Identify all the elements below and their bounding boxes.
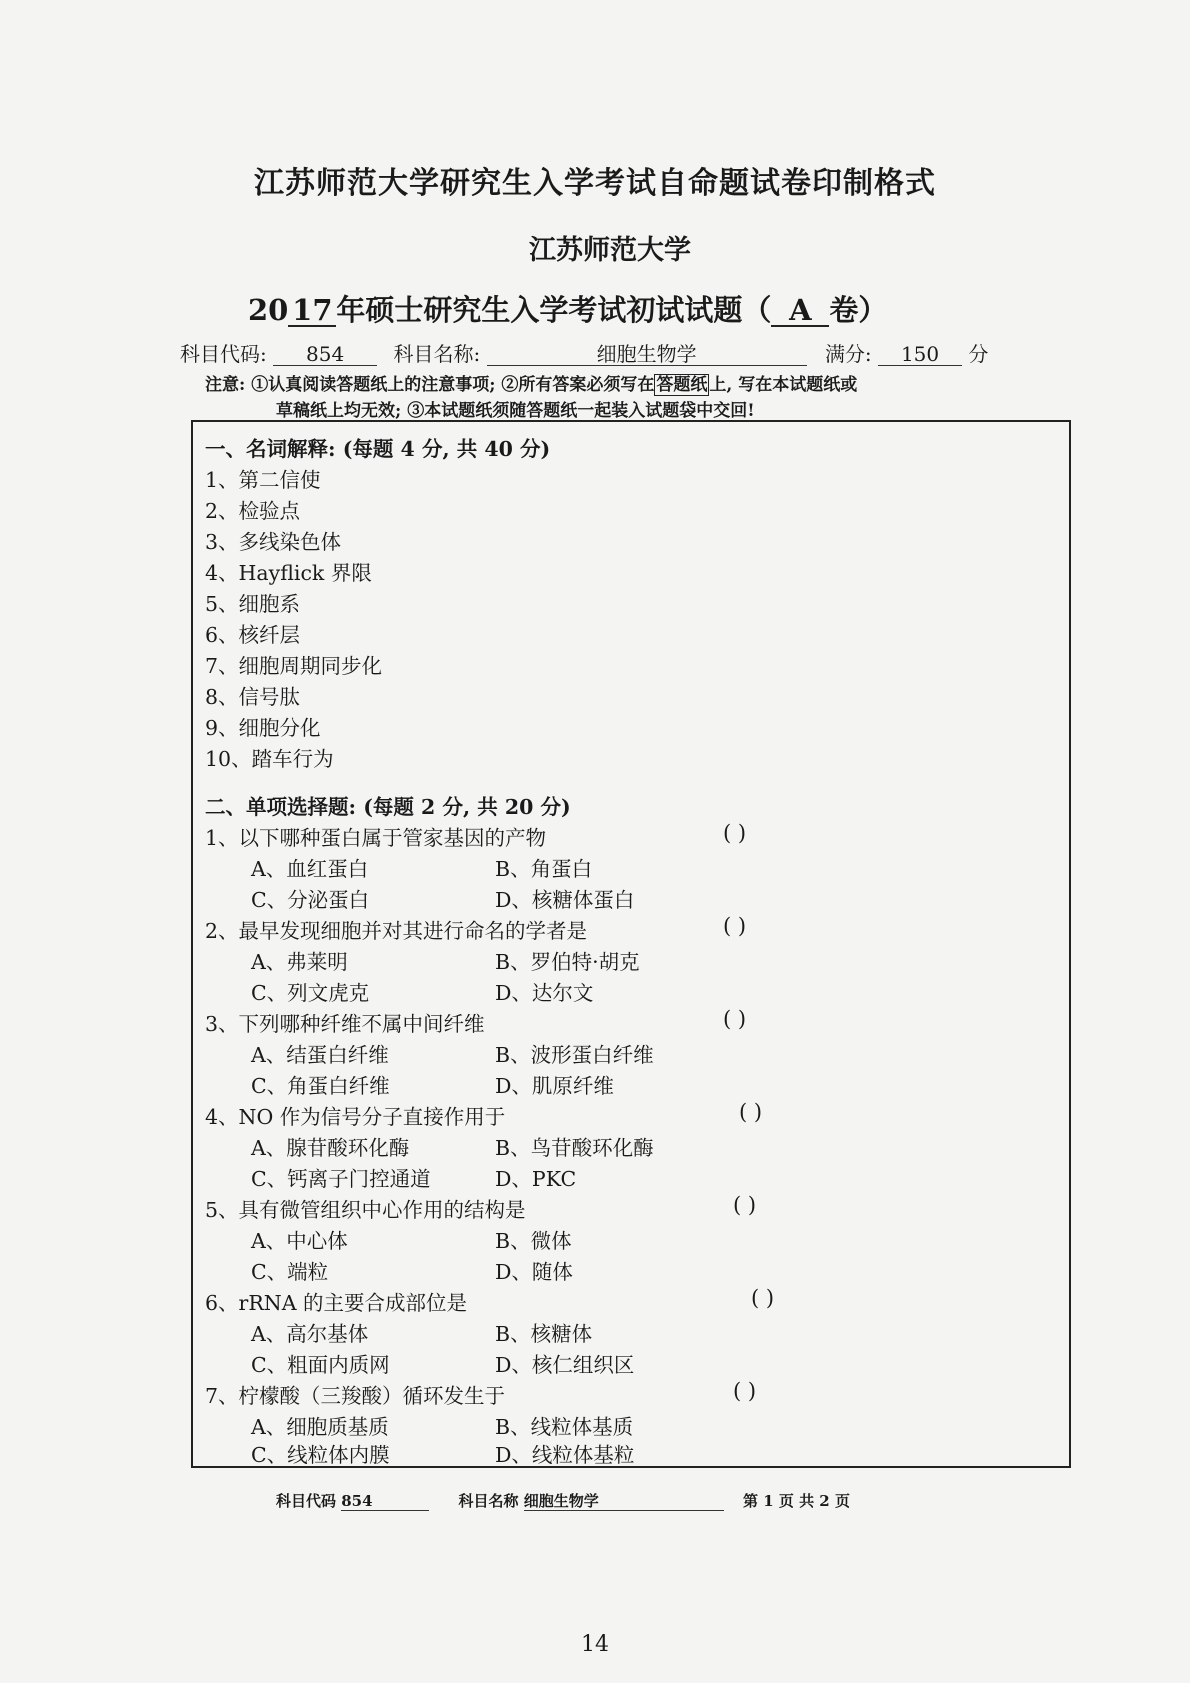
exam-title-prefix: 20 xyxy=(248,293,289,327)
subject-info-line xyxy=(180,338,988,367)
answer-parentheses: ( ) xyxy=(723,914,747,938)
full-score-label: 满分: xyxy=(824,342,872,366)
option-a: A、中心体 xyxy=(251,1229,348,1253)
footer-name-label: 科目名称 xyxy=(458,1492,519,1510)
option-b: B、线粒体基质 xyxy=(495,1415,634,1439)
question-stem: 4、NO 作为信号分子直接作用于 xyxy=(205,1105,506,1129)
notice-line-1 xyxy=(205,370,857,395)
full-score: 150 xyxy=(878,343,962,366)
term-item: 3、多线染色体 xyxy=(205,530,342,554)
exam-title xyxy=(248,288,887,329)
option-d: D、PKC xyxy=(495,1167,577,1191)
term-item: 2、检验点 xyxy=(205,499,301,523)
term-item: 10、踏车行为 xyxy=(205,747,334,771)
option-c: C、角蛋白纤维 xyxy=(251,1074,390,1098)
option-c: C、分泌蛋白 xyxy=(251,888,370,912)
answer-sheet-boxed: 答题纸 xyxy=(656,375,708,395)
question-stem: 6、rRNA 的主要合成部位是 xyxy=(205,1291,468,1315)
term-item: 4、Hayflick 界限 xyxy=(205,561,372,585)
notice-text-b: 上, 写在本试题纸或 xyxy=(709,375,858,395)
term-item: 7、细胞周期同步化 xyxy=(205,654,383,678)
exam-title-middle: 年硕士研究生入学考试初试试题（ xyxy=(336,293,772,327)
term-item: 5、细胞系 xyxy=(205,592,301,616)
question-stem: 3、下列哪种纤维不属中间纤维 xyxy=(205,1012,485,1036)
footer-code: 854 xyxy=(341,1493,429,1511)
question-stem: 2、最早发现细胞并对其进行命名的学者是 xyxy=(205,919,588,943)
footer-name: 细胞生物学 xyxy=(524,1493,724,1511)
option-d: D、核仁组织区 xyxy=(495,1353,635,1377)
answer-parentheses: ( ) xyxy=(733,1379,757,1403)
exam-format-title: 江苏师范大学研究生入学考试自命题试卷印制格式 xyxy=(254,166,936,201)
option-c: C、线粒体内膜 xyxy=(251,1443,390,1467)
option-a: A、血红蛋白 xyxy=(251,857,369,881)
footer-page-count: 第 1 页 共 2 页 xyxy=(742,1492,850,1510)
option-b: B、罗伯特·胡克 xyxy=(495,950,640,974)
answer-parentheses: ( ) xyxy=(723,1007,747,1031)
university-name: 江苏师范大学 xyxy=(529,235,691,266)
exam-year: 17 xyxy=(288,295,336,327)
footer-code-label: 科目代码 xyxy=(276,1492,337,1510)
option-c: C、端粒 xyxy=(251,1260,329,1284)
option-a: A、结蛋白纤维 xyxy=(251,1043,389,1067)
page-number: 14 xyxy=(581,1632,609,1657)
option-a: A、弗莱明 xyxy=(251,950,348,974)
option-a: A、腺苷酸环化酶 xyxy=(251,1136,410,1160)
term-item: 9、细胞分化 xyxy=(205,716,321,740)
option-c: C、粗面内质网 xyxy=(251,1353,390,1377)
term-item: 1、第二信使 xyxy=(205,468,321,492)
option-d: D、达尔文 xyxy=(495,981,594,1005)
question-box xyxy=(191,420,1071,1468)
question-stem: 1、以下哪种蛋白属于管家基因的产物 xyxy=(205,826,547,850)
question-stem: 7、柠檬酸（三羧酸）循环发生于 xyxy=(205,1384,506,1408)
question-stem: 5、具有微管组织中心作用的结构是 xyxy=(205,1198,526,1222)
term-item: 8、信号肽 xyxy=(205,685,301,709)
answer-parentheses: ( ) xyxy=(723,821,747,845)
full-score-unit: 分 xyxy=(968,342,989,366)
notice-line-2: 草稿纸上均无效; ③本试题纸须随答题纸一起装入试题袋中交回! xyxy=(276,401,755,421)
option-c: C、钙离子门控通道 xyxy=(251,1167,431,1191)
option-a: A、细胞质基质 xyxy=(251,1415,389,1439)
section-1-heading: 一、名词解释: (每题 4 分, 共 40 分) xyxy=(205,437,551,461)
option-b: B、角蛋白 xyxy=(495,857,593,881)
option-b: B、微体 xyxy=(495,1229,572,1253)
option-b: B、鸟苷酸环化酶 xyxy=(495,1136,654,1160)
answer-parentheses: ( ) xyxy=(733,1193,757,1217)
exam-title-suffix: 卷） xyxy=(829,293,888,327)
subject-name: 细胞生物学 xyxy=(487,343,807,366)
footer-line xyxy=(276,1490,850,1511)
notice-text-a: 注意: ①认真阅读答题纸上的注意事项; ②所有答案必须写在 xyxy=(205,375,655,395)
subject-code: 854 xyxy=(273,343,377,366)
option-d: D、线粒体基粒 xyxy=(495,1443,635,1467)
answer-parentheses: ( ) xyxy=(739,1100,763,1124)
option-d: D、肌原纤维 xyxy=(495,1074,614,1098)
subject-name-label: 科目名称: xyxy=(393,342,481,366)
option-b: B、核糖体 xyxy=(495,1322,593,1346)
subject-code-label: 科目代码: xyxy=(180,342,267,366)
option-a: A、高尔基体 xyxy=(251,1322,369,1346)
section-2-heading: 二、单项选择题: (每题 2 分, 共 20 分) xyxy=(205,795,571,819)
answer-parentheses: ( ) xyxy=(751,1286,775,1310)
option-d: D、随体 xyxy=(495,1260,573,1284)
option-c: C、列文虎克 xyxy=(251,981,370,1005)
paper-version: A xyxy=(771,295,829,327)
option-b: B、波形蛋白纤维 xyxy=(495,1043,654,1067)
option-d: D、核糖体蛋白 xyxy=(495,888,635,912)
term-item: 6、核纤层 xyxy=(205,623,301,647)
